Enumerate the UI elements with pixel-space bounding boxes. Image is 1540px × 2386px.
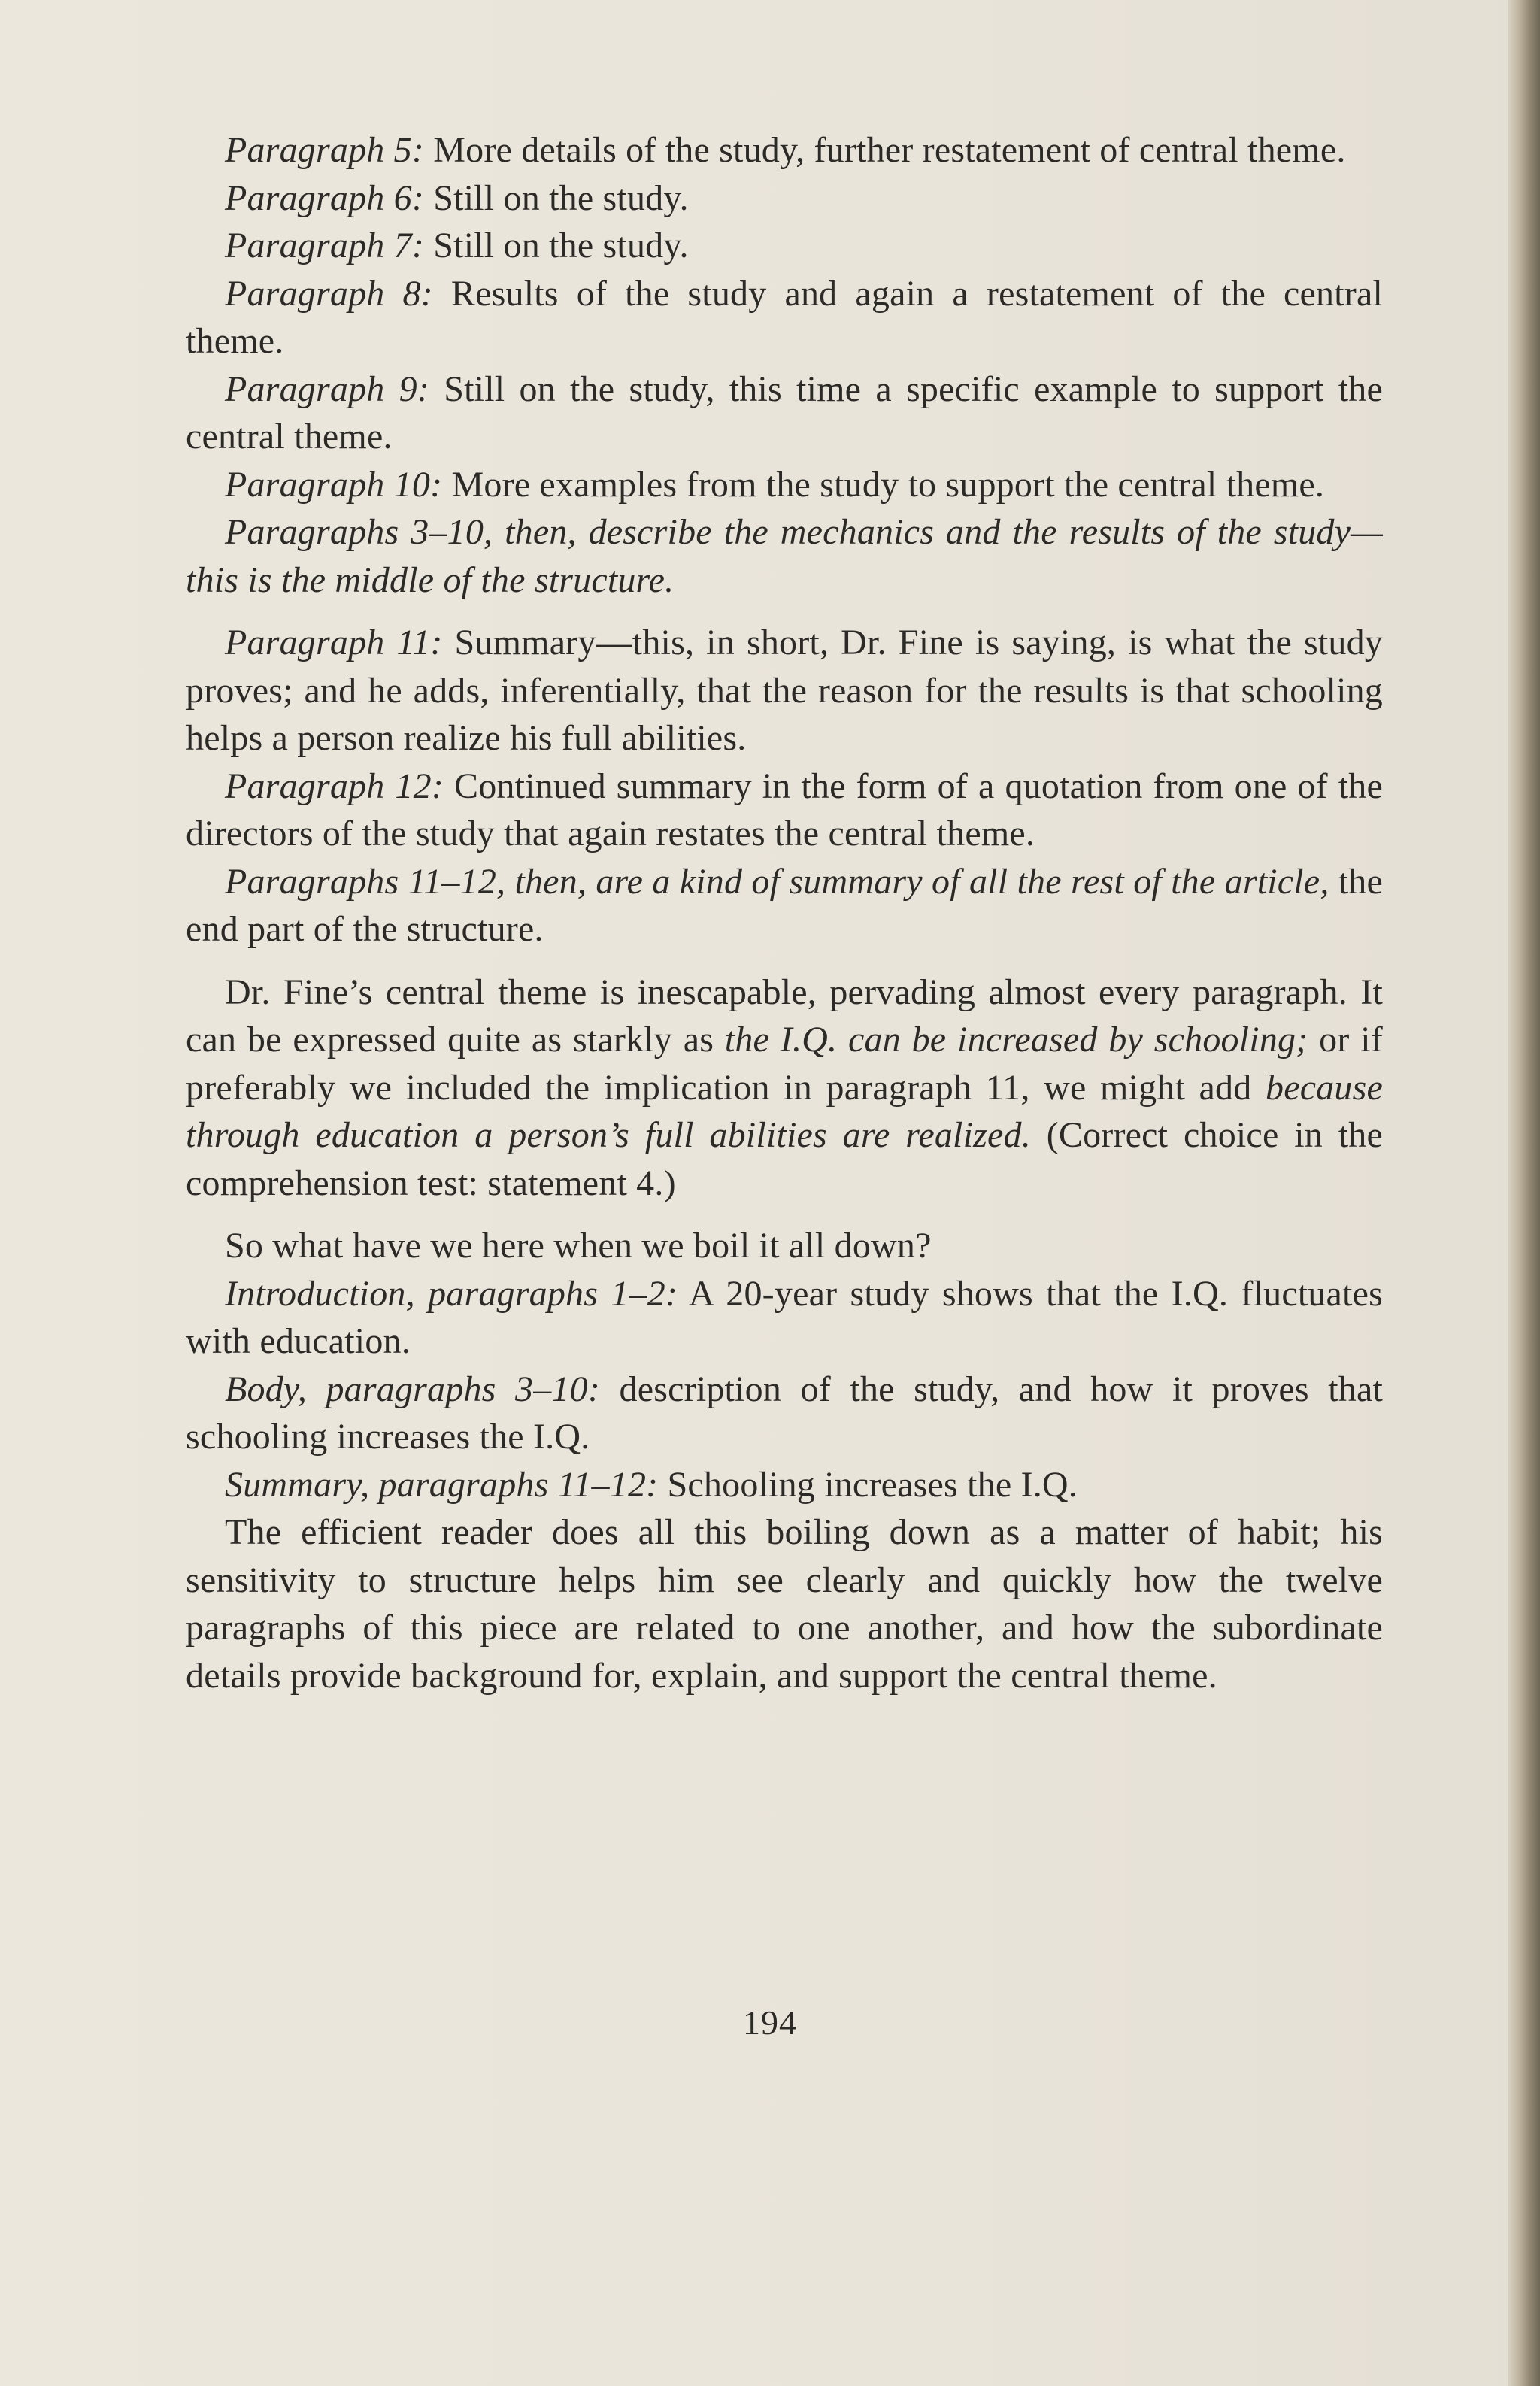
theme-italic-2: because through education a person’s full abilities are realized. xyxy=(186,1067,1383,1155)
theme-text-3: (Correct choice in the comprehension test: statement 4.) xyxy=(186,1115,1383,1203)
paragraph-text: Continued summary in the form of a quotation from one of the directors of the study that again restates the central theme. xyxy=(186,766,1384,853)
paragraph-text: Results of the study and again a restatement of the central theme. xyxy=(186,273,1383,361)
paragraph-label: Paragraph 12: xyxy=(225,766,444,806)
middle-structure-summary xyxy=(186,508,1383,604)
paragraph-11-note xyxy=(186,619,1383,762)
outline-text: description of the study, and how it proves that schooling increases the I.Q. xyxy=(186,1369,1383,1457)
paragraph-text: Summary—this, in short, Dr. Fine is saying, is what the study proves; and he adds, inferentially, that the reason for the results is that schooling helps a person realize his full abilities. xyxy=(186,623,1383,758)
paragraph-text: the end part of the structure. xyxy=(186,861,1383,949)
paragraph-7-note xyxy=(186,222,1383,270)
closing-text: The efficient reader does all this boiling down as a matter of habit; his sensitivity to structure helps him see clearly and quickly how the twelve paragraphs of this piece are related to one another, and how the subordinate details provide background for, explain, and support the central theme. xyxy=(186,1512,1383,1696)
paragraph-label: Paragraph 11: xyxy=(225,623,443,662)
boil-down-question xyxy=(186,1222,1383,1270)
paragraph-label: Paragraph 7: xyxy=(225,226,425,265)
paragraph-text: Still on the study. xyxy=(424,226,689,265)
paragraph-5-note xyxy=(186,126,1383,174)
paragraph-6-note xyxy=(186,174,1383,223)
theme-text-2: or if preferably we included the implication in paragraph 11, we might add xyxy=(186,1020,1383,1108)
end-structure-summary xyxy=(186,858,1383,953)
italic-summary: Paragraphs 11–12, then, are a kind of summary of all the rest of the article, xyxy=(225,861,1329,902)
closing-paragraph xyxy=(186,1508,1383,1699)
paragraph-8-note xyxy=(186,270,1383,365)
outline-introduction xyxy=(186,1270,1383,1366)
outline-text: A 20-year study shows that the I.Q. fluctuates with education. xyxy=(186,1273,1383,1361)
paragraph-text: Still on the study. xyxy=(424,177,689,218)
paragraph-text: More examples from the study to support the central theme. xyxy=(442,464,1325,505)
body-text xyxy=(186,126,1383,1699)
paragraph-9-note xyxy=(186,365,1383,461)
paragraph-label: Paragraph 6: xyxy=(225,177,425,218)
paragraph-text: More details of the study, further restatement of central theme. xyxy=(424,130,1346,170)
central-theme-paragraph xyxy=(186,969,1383,1208)
outline-label: Body, paragraphs 3–10: xyxy=(225,1369,601,1409)
paragraph-text: Paragraphs 3–10, then, describe the mechanics and the results of the study—this is the middle of the structure. xyxy=(186,512,1383,600)
paragraph-text: Still on the study, this time a specific example to support the central theme. xyxy=(186,368,1383,456)
outline-label: Summary, paragraphs 11–12: xyxy=(225,1464,659,1505)
theme-italic-1: the I.Q. can be increased by schooling; xyxy=(724,1020,1308,1060)
boil-text: So what have we here when we boil it all down? xyxy=(225,1226,932,1266)
outline-summary xyxy=(186,1461,1383,1509)
paragraph-label: Paragraph 9: xyxy=(225,368,430,409)
paragraph-label: Paragraph 5: xyxy=(225,130,425,170)
page-number: 194 xyxy=(743,2003,797,2042)
theme-text-1: Dr. Fine’s central theme is inescapable, pervading almost every paragraph. It can be expressed quite as starkly as xyxy=(186,972,1383,1060)
outline-body xyxy=(186,1366,1383,1461)
paragraph-label: Paragraph 10: xyxy=(225,464,443,505)
paragraph-12-note xyxy=(186,762,1383,858)
paragraph-10-note xyxy=(186,461,1383,509)
outline-label: Introduction, paragraphs 1–2: xyxy=(225,1273,678,1314)
paragraph-label: Paragraph 8: xyxy=(225,273,433,314)
outline-text: Schooling increases the I.Q. xyxy=(658,1464,1078,1505)
